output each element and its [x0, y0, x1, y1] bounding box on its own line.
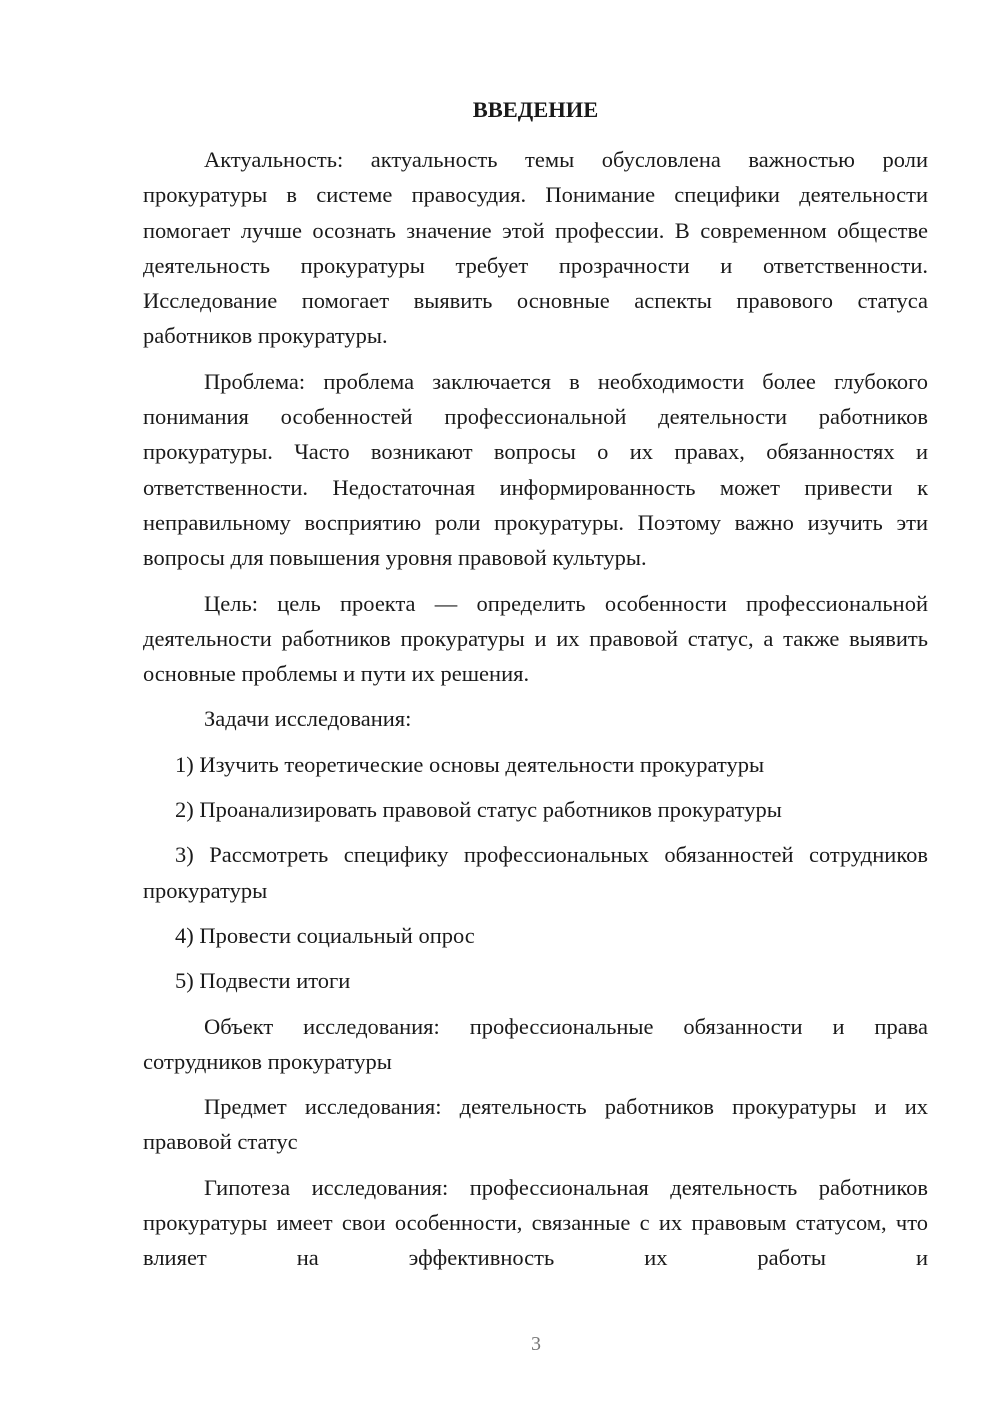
paragraph-hypothesis: Гипотеза исследования: профессиональная деятельность работников прокуратуры имеет свои особенности, связанные с их правовым статусом, что влияет на эффективность их работы и: [143, 1174, 928, 1271]
paragraph-problem: Проблема: проблема заключается в необходимости более глубокого понимания особенностей профессиональной деятельности работников прокуратуры. Часто возникают вопросы о их правах, обязанностях и ответственности. Недостаточная информированность может привести к неправильному восприятию роли прокуратуры. Поэтому важно изучить эти вопросы для повышения уровня правовой культуры.: [143, 368, 928, 571]
paragraph-relevance: Актуальность: актуальность темы обусловлена важностью роли прокуратуры в системе правосудия. Понимание специфики деятельности помогает лучше осознать значение этой профессии. В современном обществе деятельность прокуратуры требует прозрачности и ответственности. Исследование помогает выявить основные аспекты правового статуса работников прокуратуры.: [143, 147, 928, 349]
paragraph-subject: Предмет исследования: деятельность работников прокуратуры и их правовой статус: [143, 1094, 928, 1155]
paragraph-goal: Цель: цель проекта — определить особенности профессиональной деятельности работников прокуратуры и их правовой статус, а также выявить основные проблемы и пути их решения.: [143, 590, 928, 687]
paragraph-tasks-heading: Задачи исследования:: [204, 706, 412, 732]
task-item: 3) Рассмотреть специфику профессиональных обязанностей сотрудников прокуратуры: [143, 842, 928, 903]
paragraph-object: Объект исследования: профессиональные обязанности и права сотрудников прокуратуры: [143, 1013, 928, 1074]
document-page: [143, 90, 928, 1286]
section-title: ВВЕДЕНИЕ: [472, 97, 599, 122]
task-item: 4) Провести социальный опрос: [175, 922, 475, 948]
task-item: 5) Подвести итоги: [175, 968, 351, 994]
page-number: 3: [531, 1333, 541, 1355]
task-item: 1) Изучить теоретические основы деятельности прокуратуры: [175, 751, 765, 777]
task-item: 2) Проанализировать правовой статус работников прокуратуры: [175, 797, 782, 823]
